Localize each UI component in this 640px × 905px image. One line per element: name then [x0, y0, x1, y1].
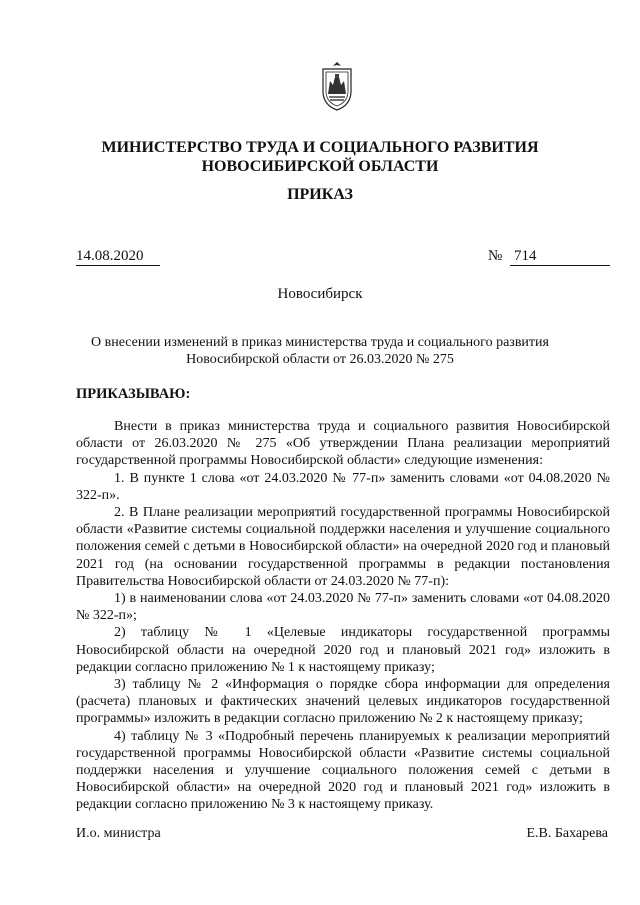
order-number: 714 — [510, 248, 610, 266]
body-paragraph: 4) таблицу № 3 «Подробный перечень планируемых к реализации мероприятий государственной программы Новосибирской области «Развитие системы социальной поддержки населения и улучшение социального положения семей с детьми в Новосибирской области» на очередной 2020 год и плановый 2021 год» изложить в редакции согласно приложению № 3 к настоящему приказу. — [76, 728, 610, 813]
coat-of-arms-emblem — [319, 61, 355, 111]
body-paragraph: 2) таблицу № 1 «Целевые индикаторы государственной программы Новосибирской области на очередной 2020 год и плановый 2021 год» изложить в редакции согласно приложению № 1 к настоящему приказу; — [76, 625, 610, 675]
order-subject-line1: О внесении изменений в приказ министерства труда и социального развития — [91, 335, 549, 350]
city-name: Новосибирск — [277, 286, 363, 302]
document-type: ПРИКАЗ — [287, 186, 353, 203]
order-body — [76, 418, 610, 814]
signatory-name: Е.В. Бахарева — [526, 826, 608, 841]
order-date: 14.08.2020 — [76, 248, 160, 266]
body-paragraph: 1. В пункте 1 слова «от 24.03.2020 № 77-п» заменить словами «от 04.08.2020 № 322-п». — [76, 470, 610, 503]
order-subject-line2: Новосибирской области от 26.03.2020 № 275 — [186, 352, 454, 367]
order-number-label: № — [488, 248, 503, 264]
ministry-name-line2: НОВОСИБИРСКОЙ ОБЛАСТИ — [201, 158, 439, 175]
signatory-position: И.о. министра — [76, 826, 161, 841]
body-paragraph: Внести в приказ министерства труда и социального развития Новосибирской области от 26.03.2020 № 275 «Об утверждении Плана реализации мероприятий государственной программы Новосибирской области» следующие изменения: — [76, 419, 610, 469]
order-subject — [0, 334, 640, 368]
body-paragraph: 2. В Плане реализации мероприятий государственной программы Новосибирской области «Развитие системы социальной поддержки населения и улучшение социального положения семей с детьми в Новосибирской области» на очередной 2020 год и плановый 2021 год (на основании государственной программы в редакции постановления Правительства Новосибирской области от 24.03.2020 № 77-п): — [76, 505, 610, 589]
ministry-name-line1: МИНИСТЕРСТВО ТРУДА И СОЦИАЛЬНОГО РАЗВИТИЯ — [101, 139, 539, 156]
decree-word: ПРИКАЗЫВАЮ: — [76, 386, 191, 402]
body-paragraph: 1) в наименовании слова «от 24.03.2020 № 77-п» заменить словами «от 04.08.2020 № 322-п»; — [76, 591, 610, 624]
ministry-name — [0, 138, 640, 176]
body-paragraph: 3) таблицу № 2 «Информация о порядке сбора информации для определения (расчета) плановых и фактических значений целевых индикаторов государственной программы» изложить в редакции согласно приложению № 2 к настоящему приказу; — [76, 677, 610, 727]
